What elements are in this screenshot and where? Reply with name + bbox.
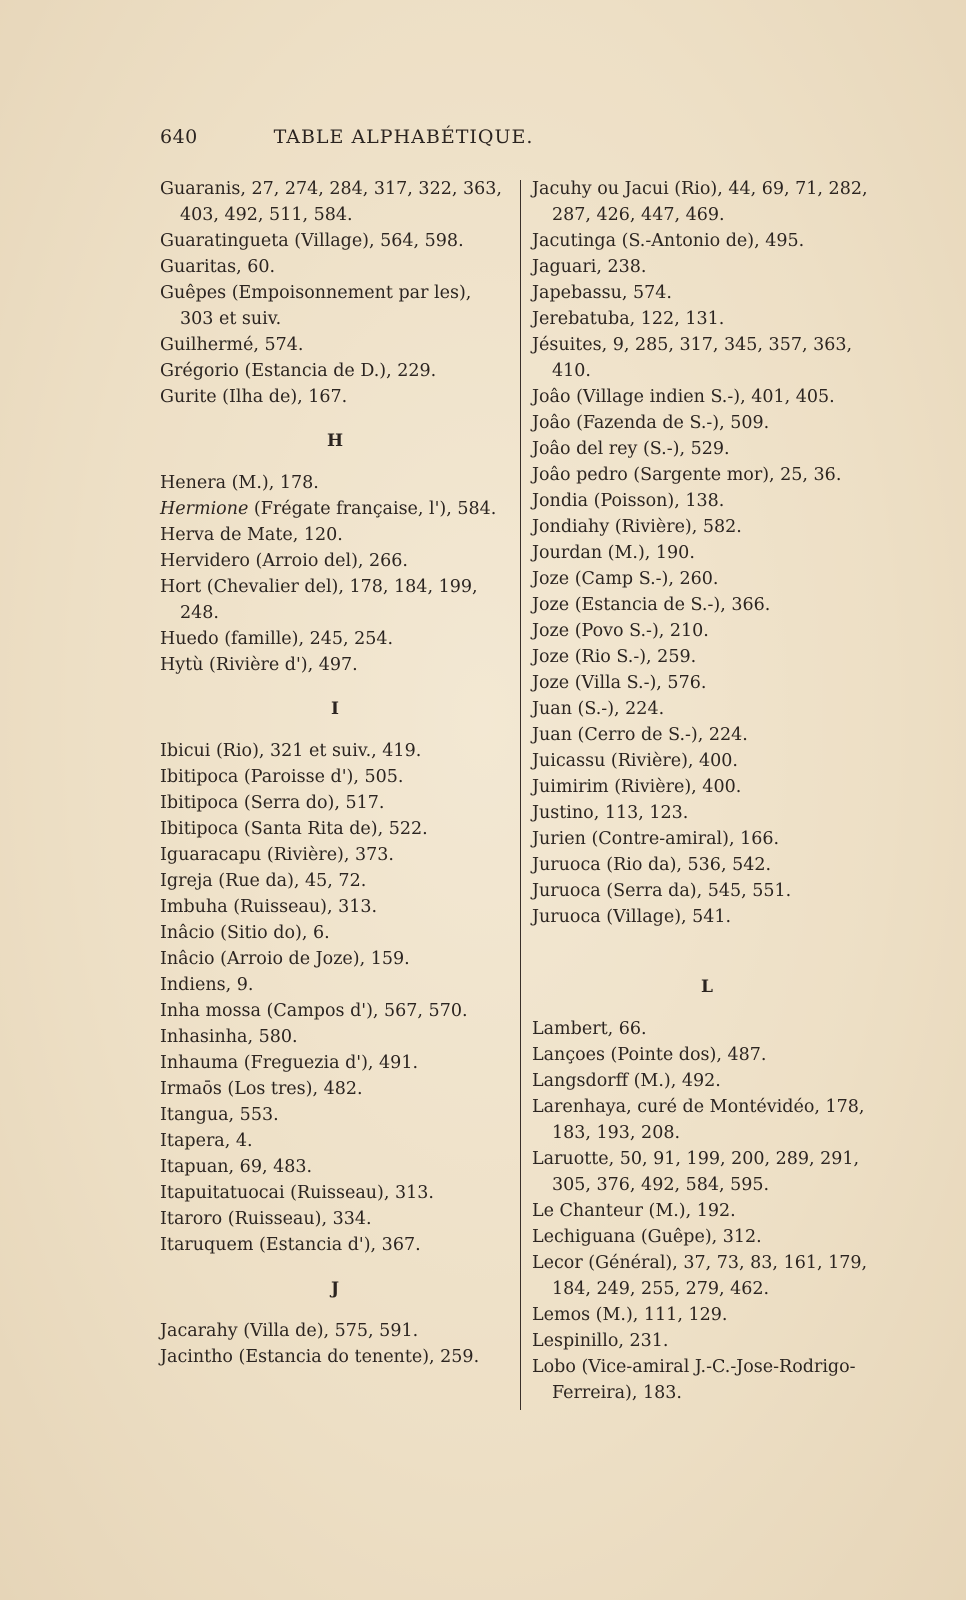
index-entry: Jacutinga (S.-Antonio de), 495. xyxy=(532,231,805,251)
index-entry: Jondia (Poisson), 138. xyxy=(532,491,725,511)
index-entry: Inhasinha, 580. xyxy=(160,1027,298,1047)
section-letter: H xyxy=(326,431,344,451)
index-entry: Jondiahy (Rivière), 582. xyxy=(532,517,742,537)
section-letter: L xyxy=(701,977,713,997)
index-entry: Justino, 113, 123. xyxy=(532,803,689,823)
index-entry: Jacarahy (Villa de), 575, 591. xyxy=(160,1321,419,1341)
index-entry: Ibitipoca (Santa Rita de), 522. xyxy=(160,819,428,839)
index-entry: Lobo (Vice-amiral J.-C.-Jose-Rodrigo-Ferreira), 183. xyxy=(532,1357,856,1403)
index-entry: Lambert, 66. xyxy=(532,1019,647,1039)
section-letter: I xyxy=(331,699,339,719)
index-entry: Joze (Estancia de S.-), 366. xyxy=(532,595,771,615)
index-entry: Guaranis, 27, 274, 284, 317, 322, 363, 403, 492, 511, 584. xyxy=(160,179,502,225)
index-entry: Juan (S.-), 224. xyxy=(532,699,665,719)
index-entry: Juruoca (Rio da), 536, 542. xyxy=(532,855,772,875)
index-entry: Juimirim (Rivière), 400. xyxy=(532,777,742,797)
index-entry: Igreja (Rue da), 45, 72. xyxy=(160,871,367,891)
index-entry: Jésuites, 9, 285, 317, 345, 357, 363, 410. xyxy=(532,335,853,381)
index-entry: Langsdorff (M.), 492. xyxy=(532,1071,721,1091)
index-entry: Jourdan (M.), 190. xyxy=(532,543,695,563)
index-entry: Joze (Villa S.-), 576. xyxy=(532,673,707,693)
index-entry: Joâo (Fazenda de S.-), 509. xyxy=(532,413,770,433)
index-entry: Joze (Camp S.-), 260. xyxy=(532,569,719,589)
index-entry: Juruoca (Serra da), 545, 551. xyxy=(532,881,792,901)
index-entry: Itapuitatuocai (Ruisseau), 313. xyxy=(160,1183,434,1203)
index-entry xyxy=(160,496,510,522)
index-entry: Inhauma (Freguezia d'), 491. xyxy=(160,1053,419,1073)
index-entry: Henera (M.), 178. xyxy=(160,473,319,493)
index-entry: Larenhaya, curé de Montévidéo, 178, 183, 193, 208. xyxy=(532,1097,865,1143)
index-entry: Guaritas, 60. xyxy=(160,257,276,277)
index-entry: Itaruquem (Estancia d'), 367. xyxy=(160,1235,421,1255)
index-entry: Itaroro (Ruisseau), 334. xyxy=(160,1209,372,1229)
index-entry: Inâcio (Arroio de Joze), 159. xyxy=(160,949,410,969)
spacer xyxy=(532,930,882,956)
index-entry: Joze (Rio S.-), 259. xyxy=(532,647,697,667)
left-column xyxy=(160,176,510,1370)
page-number: 640 xyxy=(160,126,198,148)
index-entry: Jerebatuba, 122, 131. xyxy=(532,309,725,329)
index-entry: Itapera, 4. xyxy=(160,1131,253,1151)
index-entry: Jacuhy ou Jacui (Rio), 44, 69, 71, 282, 287, 426, 447, 469. xyxy=(532,179,868,225)
index-entry: Joâo pedro (Sargente mor), 25, 36. xyxy=(532,465,842,485)
index-entry: Lechiguana (Guêpe), 312. xyxy=(532,1227,762,1247)
index-entry: Itangua, 553. xyxy=(160,1105,279,1125)
index-entry: Inha mossa (Campos d'), 567, 570. xyxy=(160,1001,468,1021)
index-entry: Imbuha (Ruisseau), 313. xyxy=(160,897,378,917)
index-entry: Laruotte, 50, 91, 199, 200, 289, 291, 305, 376, 492, 584, 595. xyxy=(532,1149,860,1195)
index-entry: Guaratingueta (Village), 564, 598. xyxy=(160,231,464,251)
index-entry: Juan (Cerro de S.-), 224. xyxy=(532,725,748,745)
index-entry: Guêpes (Empoisonnement par les), 303 et suiv. xyxy=(160,283,472,329)
index-entry: Indiens, 9. xyxy=(160,975,254,995)
index-entry: Inâcio (Sitio do), 6. xyxy=(160,923,330,943)
index-entry: Joâo (Village indien S.-), 401, 405. xyxy=(532,387,835,407)
index-entry: Hervidero (Arroio del), 266. xyxy=(160,551,408,571)
right-column xyxy=(532,176,882,1406)
index-entry: Lemos (M.), 111, 129. xyxy=(532,1305,728,1325)
index-entry: Hort (Chevalier del), 178, 184, 199, 248. xyxy=(160,577,478,623)
index-entry: Gurite (Ilha de), 167. xyxy=(160,387,348,407)
index-entry: Joâo del rey (S.-), 529. xyxy=(532,439,730,459)
index-entry: Lançoes (Pointe dos), 487. xyxy=(532,1045,767,1065)
index-entry: Juruoca (Village), 541. xyxy=(532,907,732,927)
index-entry: Ibitipoca (Paroisse d'), 505. xyxy=(160,767,404,787)
index-entry: Jaguari, 238. xyxy=(532,257,647,277)
index-entry: Le Chanteur (M.), 192. xyxy=(532,1201,736,1221)
index-entry: Hytù (Rivière d'), 497. xyxy=(160,655,358,675)
index-entry: Ibitipoca (Serra do), 517. xyxy=(160,793,385,813)
index-entry: Joze (Povo S.-), 210. xyxy=(532,621,709,641)
index-entry: Juicassu (Rivière), 400. xyxy=(532,751,738,771)
index-entry: Jurien (Contre-amiral), 166. xyxy=(532,829,780,849)
index-entry: Ibicui (Rio), 321 et suiv., 419. xyxy=(160,741,422,761)
index-entry: Herva de Mate, 120. xyxy=(160,525,343,545)
section-letter: J xyxy=(330,1279,340,1299)
index-entry: Itapuan, 69, 483. xyxy=(160,1157,313,1177)
page-title: TABLE ALPHABÉTIQUE. xyxy=(273,126,534,148)
index-entry: Lespinillo, 231. xyxy=(532,1331,669,1351)
entry-italic-text: Hermione xyxy=(160,499,249,519)
index-entry: Huedo (famille), 245, 254. xyxy=(160,629,394,649)
entry-text: (Frégate française, l'), 584. xyxy=(248,499,497,519)
index-entry: Japebassu, 574. xyxy=(532,283,672,303)
index-entry: Jacintho (Estancia do tenente), 259. xyxy=(160,1347,480,1367)
index-entry: Guilhermé, 574. xyxy=(160,335,304,355)
index-entry: Irmaōs (Los tres), 482. xyxy=(160,1079,363,1099)
index-entry: Lecor (Général), 37, 73, 83, 161, 179, 184, 249, 255, 279, 462. xyxy=(532,1253,868,1299)
index-entry: Grégorio (Estancia de D.), 229. xyxy=(160,361,437,381)
column-divider xyxy=(520,180,521,1410)
index-entry: Iguaracapu (Rivière), 373. xyxy=(160,845,394,865)
